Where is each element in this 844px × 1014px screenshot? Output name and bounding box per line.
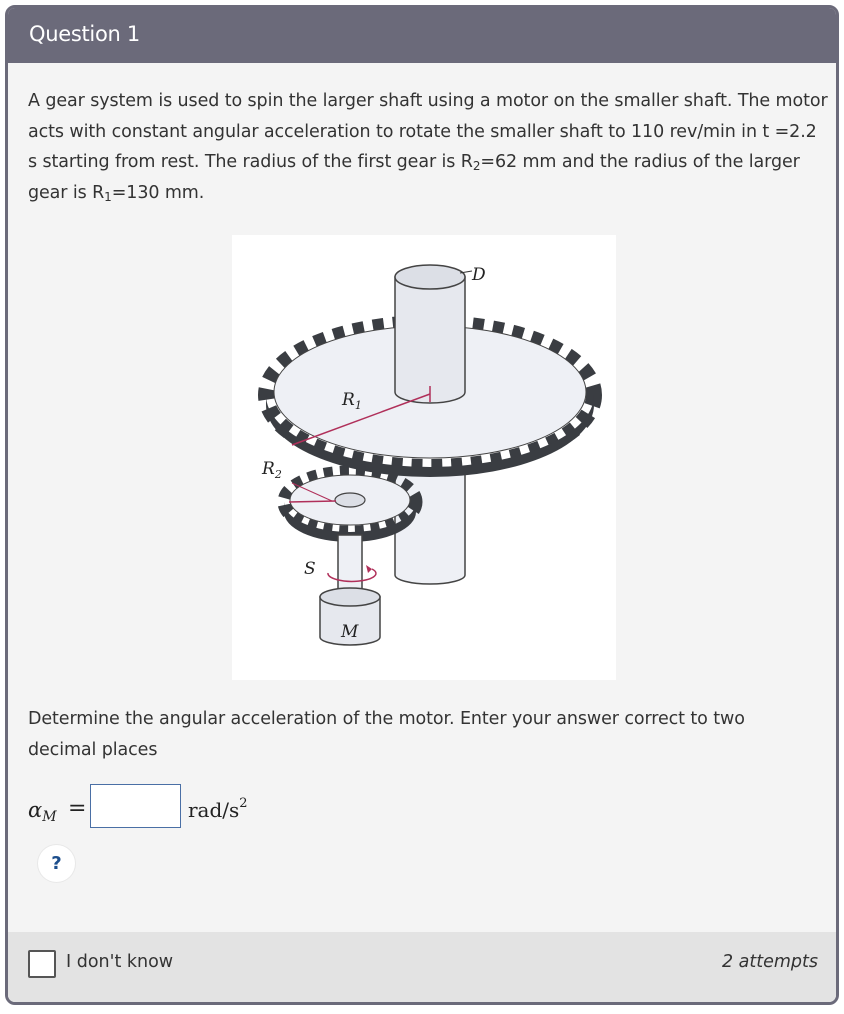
motor-top — [320, 588, 380, 606]
upper-shaft-top — [395, 265, 465, 289]
gear-system-figure — [232, 235, 616, 680]
gear-diagram — [232, 235, 616, 680]
label-s: S — [304, 559, 316, 579]
label-r2: $R_2$ — [262, 459, 282, 481]
prompt-sub-1: 2 — [472, 159, 481, 173]
question-title: Question 1 — [29, 22, 140, 46]
small-gear-hub — [335, 493, 365, 507]
radius-r2-line — [289, 501, 336, 502]
rotation-arrowhead — [366, 565, 372, 573]
dont-know-checkbox[interactable] — [28, 950, 56, 978]
attempts-count: 2 attempts — [721, 952, 818, 972]
prompt-text-1: A gear system is used to spin the larger shaft using a motor on the smaller shaft. The motor acts with constant angular acceleration to rotate the smaller shaft to 110 rev/min in t =2.2 s starting from rest. The radius of the first gear is R — [28, 91, 828, 172]
label-d: D — [472, 265, 486, 285]
prompt-text-3: =130 mm. — [111, 182, 205, 203]
question-card — [5, 5, 839, 1005]
equals-sign: = — [68, 796, 87, 821]
prompt-text-2: =62 mm and the radius of the larger gear is R — [28, 152, 800, 203]
question-text: Determine the angular acceleration of the motor. Enter your answer correct to two decimal places — [28, 709, 745, 760]
help-button[interactable]: ? — [38, 845, 75, 882]
footer-bar — [8, 932, 836, 1002]
label-m: M — [341, 622, 359, 642]
question-header — [8, 8, 836, 63]
answer-input[interactable] — [90, 784, 181, 828]
dont-know-label[interactable]: I don't know — [66, 952, 174, 972]
upper-shaft — [395, 277, 465, 403]
label-r1: $R_1$ — [342, 390, 362, 412]
problem-statement — [28, 86, 828, 208]
prompt-sub-2: 1 — [104, 189, 112, 204]
unit-label: rad/$s^2$ — [188, 796, 248, 822]
alpha-m-symbol: $\alpha_M$ — [28, 798, 57, 825]
